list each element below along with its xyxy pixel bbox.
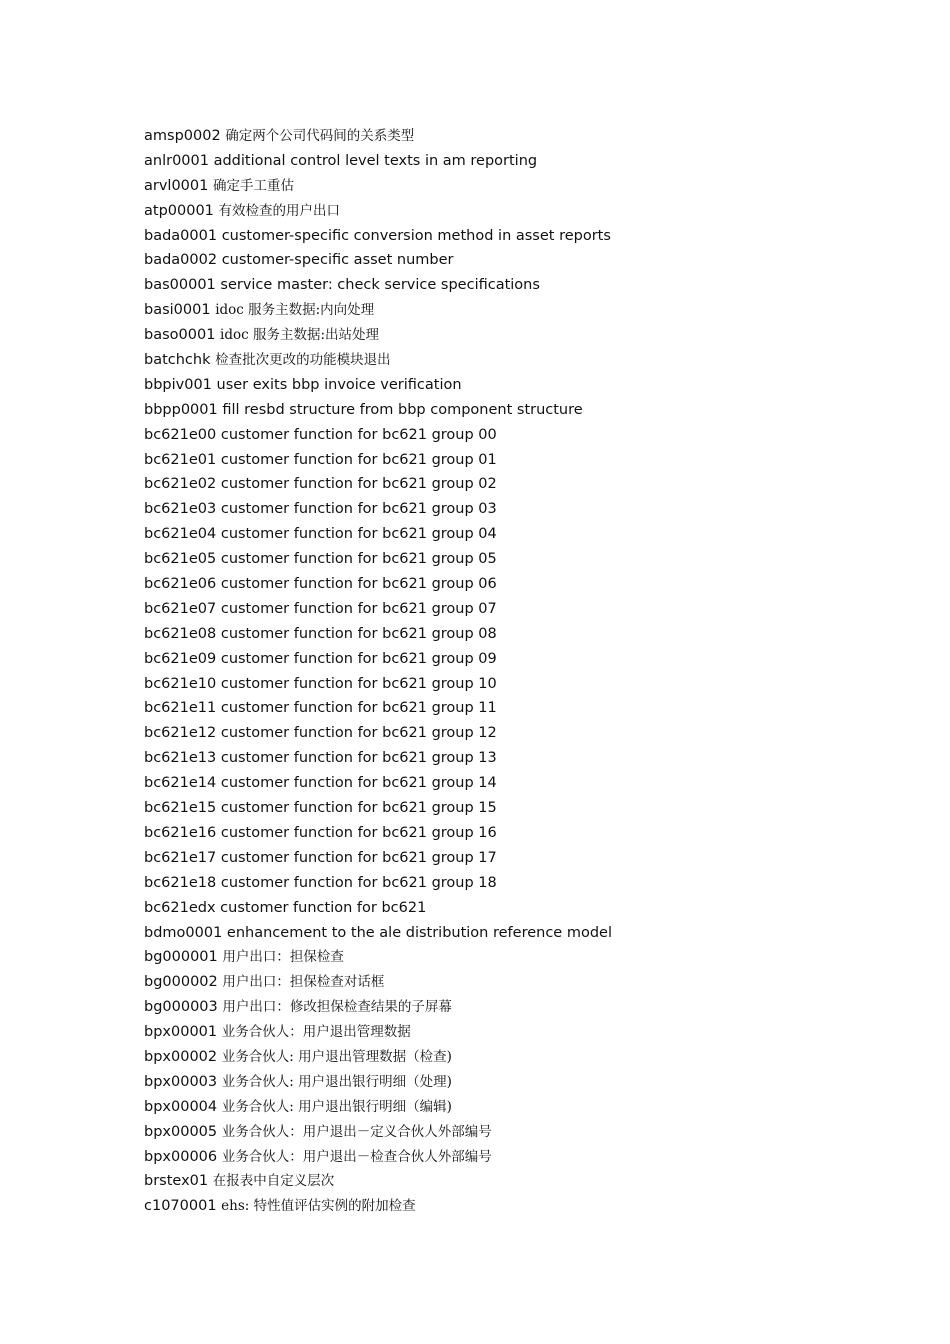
exit-code: brstex01 — [144, 1173, 209, 1190]
exit-description: customer function for bc621 group 10 — [220, 675, 497, 692]
list-item — [144, 149, 612, 174]
exit-description: customer function for bc621 group 06 — [220, 576, 497, 593]
list-item — [144, 597, 612, 622]
exit-description: customer function for bc621 group 00 — [220, 426, 497, 443]
exit-code: bc621e18 — [144, 874, 217, 891]
list-item — [144, 124, 612, 149]
exit-description: customer function for bc621 group 09 — [220, 650, 497, 667]
exit-code: bc621edx — [144, 899, 216, 916]
exit-code: bc621e08 — [144, 625, 217, 642]
list-item — [144, 547, 612, 572]
exit-description: 用户出口：担保检查对话框 — [222, 974, 385, 991]
exit-code: bg000001 — [144, 949, 218, 966]
exit-code: bg000002 — [144, 974, 218, 991]
list-item — [144, 1194, 612, 1219]
exit-description: 业务合伙人: 用户退出银行明细（编辑) — [221, 1098, 452, 1115]
exit-description: 检查批次更改的功能模块退出 — [215, 352, 391, 369]
list-item — [144, 945, 612, 970]
exit-description: 业务合伙人：用户退出－检查合伙人外部编号 — [221, 1148, 492, 1165]
list-item — [144, 423, 612, 448]
exit-code: bada0002 — [144, 252, 218, 269]
exit-description: customer function for bc621 group 17 — [220, 849, 497, 866]
exit-code: bc621e17 — [144, 849, 217, 866]
exit-code: bdmo0001 — [144, 924, 223, 941]
exit-description: customer function for bc621 group 05 — [220, 551, 497, 568]
list-item — [144, 472, 612, 497]
exit-code: bc621e01 — [144, 451, 217, 468]
list-item — [144, 672, 612, 697]
exit-description: 用户出口：担保检查 — [222, 949, 344, 966]
list-item — [144, 572, 612, 597]
exit-description: idoc 服务主数据:内向处理 — [215, 302, 375, 319]
exit-description: customer function for bc621 group 08 — [220, 625, 497, 642]
exit-description: 业务合伙人：用户退出管理数据 — [221, 1024, 411, 1041]
exit-code: bpx00006 — [144, 1148, 218, 1165]
list-item — [144, 970, 612, 995]
exit-description: customer function for bc621 group 02 — [220, 476, 497, 493]
exit-description: 业务合伙人：用户退出－定义合伙人外部编号 — [221, 1123, 492, 1140]
exit-code: bc621e14 — [144, 775, 217, 792]
list-item — [144, 796, 612, 821]
exit-code: bada0001 — [144, 227, 218, 244]
list-item — [144, 1070, 612, 1095]
list-item — [144, 348, 612, 373]
exit-code: bg000003 — [144, 999, 218, 1016]
list-item — [144, 323, 612, 348]
exit-description: customer function for bc621 group 11 — [220, 700, 497, 717]
exit-code: bc621e11 — [144, 700, 217, 717]
exit-description: customer function for bc621 — [220, 899, 427, 916]
exit-description: 业务合伙人: 用户退出银行明细（处理) — [221, 1073, 452, 1090]
list-item — [144, 1169, 612, 1194]
exit-description: additional control level texts in am reporting — [213, 152, 538, 169]
exit-code: bc621e00 — [144, 426, 217, 443]
exit-description: idoc 服务主数据:出站处理 — [220, 327, 380, 344]
exit-description: customer-specific asset number — [221, 252, 454, 269]
list-item — [144, 1145, 612, 1170]
exit-description: 确定两个公司代码间的关系类型 — [225, 128, 415, 144]
exit-description: customer function for bc621 group 04 — [220, 526, 497, 543]
exit-description: customer function for bc621 group 18 — [220, 874, 497, 891]
exit-code: bc621e15 — [144, 800, 217, 817]
exit-description: enhancement to the ale distribution reference model — [226, 924, 612, 941]
exit-description: customer function for bc621 group 07 — [220, 600, 497, 617]
exit-code: bpx00004 — [144, 1098, 218, 1115]
exit-code: bc621e03 — [144, 501, 217, 518]
exit-description: fill resbd structure from bbp component structure — [222, 401, 583, 418]
list-item — [144, 771, 612, 796]
list-item — [144, 647, 612, 672]
exit-code: bbpp0001 — [144, 401, 218, 418]
exit-code: bbpiv001 — [144, 376, 212, 393]
exit-code: bc621e02 — [144, 476, 217, 493]
list-item — [144, 921, 612, 946]
exit-code: bpx00005 — [144, 1123, 218, 1140]
exit-code: arvl0001 — [144, 177, 209, 194]
exit-code: bc621e07 — [144, 600, 217, 617]
exit-description: 确定手工重估 — [212, 177, 294, 194]
exit-description: 有效检查的用户出口 — [218, 202, 341, 219]
exit-code: bc621e10 — [144, 675, 217, 692]
exit-code: bc621e04 — [144, 526, 217, 543]
exit-code: bpx00003 — [144, 1073, 218, 1090]
exit-description: 在报表中自定义层次 — [212, 1173, 335, 1190]
list-item — [144, 1095, 612, 1120]
exit-code: bc621e12 — [144, 725, 217, 742]
exit-code: bpx00001 — [144, 1024, 218, 1041]
exit-description: customer function for bc621 group 16 — [220, 824, 497, 841]
list-item — [144, 398, 612, 423]
list-item — [144, 1120, 612, 1145]
exit-code: anlr0001 — [144, 152, 209, 169]
list-item — [144, 522, 612, 547]
list-item — [144, 298, 612, 323]
list-item — [144, 199, 612, 224]
list-item — [144, 248, 612, 273]
exit-code: bc621e09 — [144, 650, 217, 667]
exit-code: basi0001 — [144, 302, 211, 319]
list-item — [144, 622, 612, 647]
list-item — [144, 821, 612, 846]
exit-description: customer function for bc621 group 03 — [220, 501, 497, 518]
list-item — [144, 721, 612, 746]
list-item — [144, 1020, 612, 1045]
exit-description: user exits bbp invoice verification — [216, 376, 462, 393]
exit-code: bc621e13 — [144, 750, 217, 767]
exit-code: c1070001 — [144, 1198, 217, 1215]
list-item — [144, 846, 612, 871]
exit-code: bpx00002 — [144, 1048, 218, 1065]
exit-code: atp00001 — [144, 202, 214, 219]
list-item — [144, 746, 612, 771]
exit-description: customer function for bc621 group 13 — [220, 750, 497, 767]
exit-description: 用户出口：修改担保检查结果的子屏幕 — [222, 999, 452, 1016]
exit-description: customer-specific conversion method in asset reports — [221, 227, 611, 244]
list-item — [144, 174, 612, 199]
list-item — [144, 497, 612, 522]
exit-description: customer function for bc621 group 15 — [220, 800, 497, 817]
list-item — [144, 896, 612, 921]
list-item — [144, 696, 612, 721]
list-item — [144, 1045, 612, 1070]
exit-code: bc621e16 — [144, 824, 217, 841]
exit-description: service master: check service specifications — [220, 277, 540, 294]
exit-code: bc621e05 — [144, 551, 217, 568]
exit-description: customer function for bc621 group 14 — [220, 775, 497, 792]
exit-description: ehs: 特性值评估实例的附加检查 — [221, 1198, 416, 1215]
exit-description: customer function for bc621 group 12 — [220, 725, 497, 742]
list-item — [144, 273, 612, 298]
exit-description: 业务合伙人: 用户退出管理数据（检查) — [221, 1048, 452, 1065]
user-exit-list — [144, 124, 612, 1219]
exit-description: customer function for bc621 group 01 — [220, 451, 497, 468]
list-item — [144, 995, 612, 1020]
exit-code: bas00001 — [144, 277, 216, 294]
exit-code: batchchk — [144, 352, 211, 369]
list-item — [144, 373, 612, 398]
list-item — [144, 448, 612, 473]
list-item — [144, 871, 612, 896]
exit-code: bc621e06 — [144, 576, 217, 593]
exit-code: baso0001 — [144, 327, 216, 344]
list-item — [144, 224, 612, 249]
exit-code: amsp0002 — [144, 128, 221, 144]
